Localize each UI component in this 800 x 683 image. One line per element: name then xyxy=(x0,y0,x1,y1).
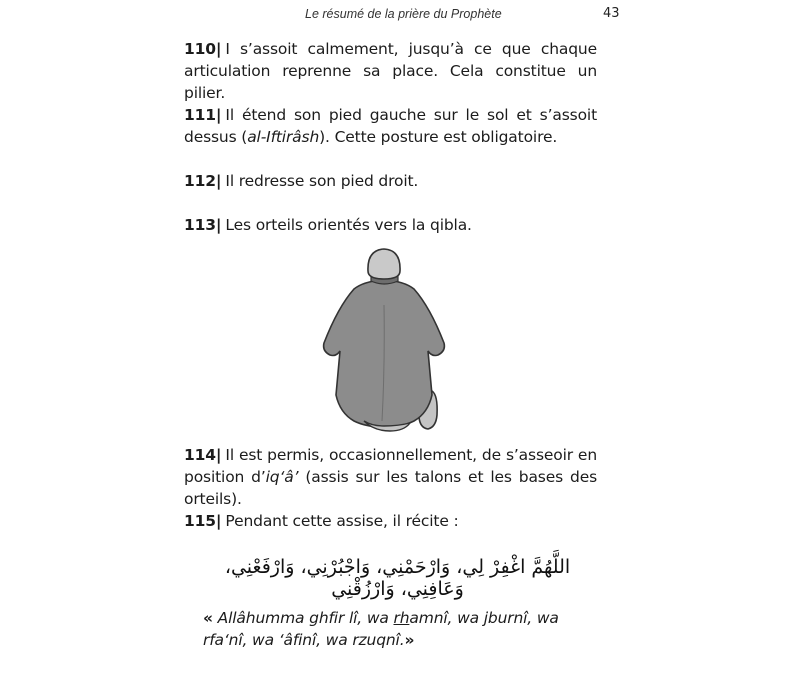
running-header xyxy=(0,6,800,24)
open-quote: « xyxy=(203,609,213,627)
page-number: 43 xyxy=(603,6,620,21)
transliteration-part-b: amnî, wa jburnî, wa rfa‘nî, wa ‘âfinî, wa rzuqnî. xyxy=(203,609,559,649)
paragraph-number: 115| xyxy=(184,512,222,530)
paragraph-number: 110| xyxy=(184,40,222,58)
paragraph-113 xyxy=(184,214,597,236)
paragraph-text: Il est permis, occasionnellement, de s’asseoir en position d’ xyxy=(184,446,597,486)
invocation-transliteration xyxy=(203,607,583,651)
paragraph-number: 112| xyxy=(184,172,222,190)
paragraph-text: Il étend son pied gauche sur le sol et s’assoit dessus ( xyxy=(184,106,597,146)
running-title: Le résumé de la prière du Prophète xyxy=(305,7,502,21)
transliteration-part-a: Allâhumma ghfir lî, wa xyxy=(212,609,394,627)
paragraph-110 xyxy=(184,38,597,104)
paragraph-number: 111| xyxy=(184,106,222,124)
paragraph-number: 113| xyxy=(184,216,222,234)
paragraph-term-italic: al-Iftirâsh xyxy=(247,128,320,146)
paragraph-text-after: ). Cette posture est obligatoire. xyxy=(319,128,558,146)
seated-person-illustration xyxy=(318,245,450,435)
paragraph-number: 114| xyxy=(184,446,222,464)
close-quote: » xyxy=(404,631,415,649)
paragraph-text: Pendant cette assise, il récite : xyxy=(225,512,459,530)
paragraph-text: Les orteils orientés vers la qibla. xyxy=(225,216,472,234)
paragraph-114 xyxy=(184,444,597,510)
paragraph-115 xyxy=(184,510,597,532)
transliteration-underlined: rh xyxy=(393,609,410,627)
seated-person-back-view-icon xyxy=(318,245,450,435)
paragraph-text: I s’assoit calmement, jusqu’à ce que chaque articulation reprenne sa place. Cela constitue un pilier. xyxy=(184,40,597,102)
paragraph-111 xyxy=(184,104,597,148)
paragraph-112 xyxy=(184,170,597,192)
paragraph-text-after: (assis sur les talons et les bases des orteils). xyxy=(184,468,598,508)
paragraph-text: Il redresse son pied droit. xyxy=(225,172,419,190)
paragraph-term-italic: iq‘â’ xyxy=(265,468,299,486)
arabic-invocation: اللَّهُمَّ اغْفِرْ لِي، وَارْحَمْنِي، وَاجْبُرْنِي، وَارْفَعْنِي، وَعَافِنِي، وَارْزُقْنِي xyxy=(224,556,571,600)
